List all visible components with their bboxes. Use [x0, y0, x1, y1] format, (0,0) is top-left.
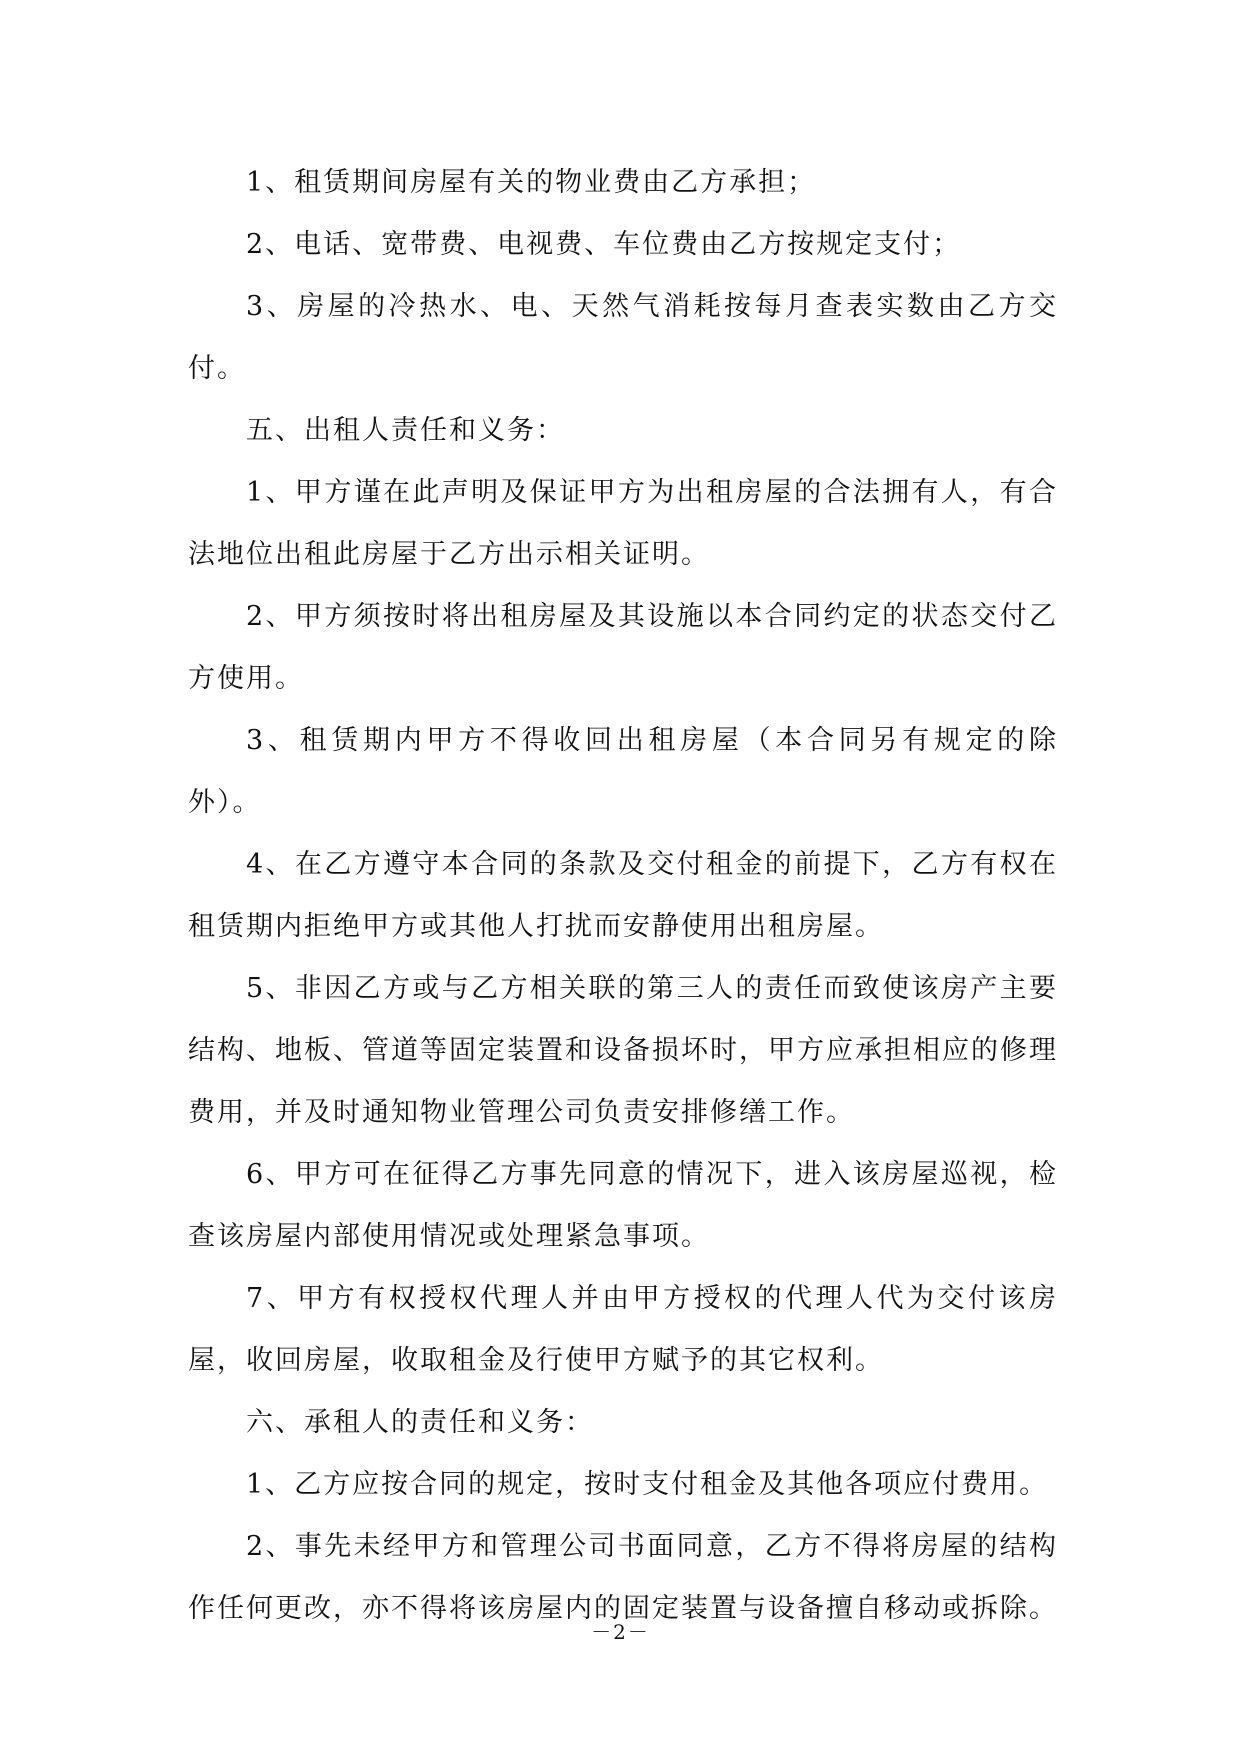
- clause-4-2: 2、电话、宽带费、电视费、车位费由乙方按规定支付；: [246, 229, 962, 260]
- clause-5-2: 2、甲方须按时将出租房屋及其设施以本合同约定的状态交付乙方使用。: [188, 601, 1058, 694]
- clause-4-3: 3、房屋的冷热水、电、天然气消耗按每月查表实数由乙方交付。: [188, 291, 1058, 384]
- clause-6-2: 2、事先未经甲方和管理公司书面同意，乙方不得将房屋的结构作任何更改，亦不得将该房屋内的固定装置与设备擅自移动或拆除。: [188, 1531, 1058, 1624]
- clause-5-3: 3、租赁期内甲方不得收回出租房屋（本合同另有规定的除外）。: [188, 725, 1058, 818]
- page-number: －2－: [591, 1620, 650, 1644]
- clause-5-7: 7、甲方有权授权代理人并由甲方授权的代理人代为交付该房屋，收回房屋，收取租金及行使甲方赋予的其它权利。: [188, 1283, 1058, 1376]
- clause-6-1: 1、乙方应按合同的规定，按时支付租金及其他各项应付费用。: [246, 1469, 1049, 1500]
- section-heading-5: 五、出租人责任和义务：: [246, 415, 565, 446]
- clause-5-1: 1、甲方谨在此声明及保证甲方为出租房屋的合法拥有人，有合法地位出租此房屋于乙方出示相关证明。: [188, 477, 1058, 570]
- clause-5-5: 5、非因乙方或与乙方相关联的第三人的责任而致使该房产主要结构、地板、管道等固定装置和设备损坏时，甲方应承担相应的修理费用，并及时通知物业管理公司负责安排修缮工作。: [188, 973, 1058, 1128]
- document-body: [188, 152, 1058, 1640]
- section-heading-6: 六、承租人的责任和义务：: [246, 1407, 594, 1438]
- clause-4-1: 1、租赁期间房屋有关的物业费由乙方承担；: [246, 167, 817, 198]
- clause-5-6: 6、甲方可在征得乙方事先同意的情况下，进入该房屋巡视，检查该房屋内部使用情况或处理紧急事项。: [188, 1159, 1058, 1252]
- clause-5-4: 4、在乙方遵守本合同的条款及交付租金的前提下，乙方有权在租赁期内拒绝甲方或其他人打扰而安静使用出租房屋。: [188, 849, 1058, 942]
